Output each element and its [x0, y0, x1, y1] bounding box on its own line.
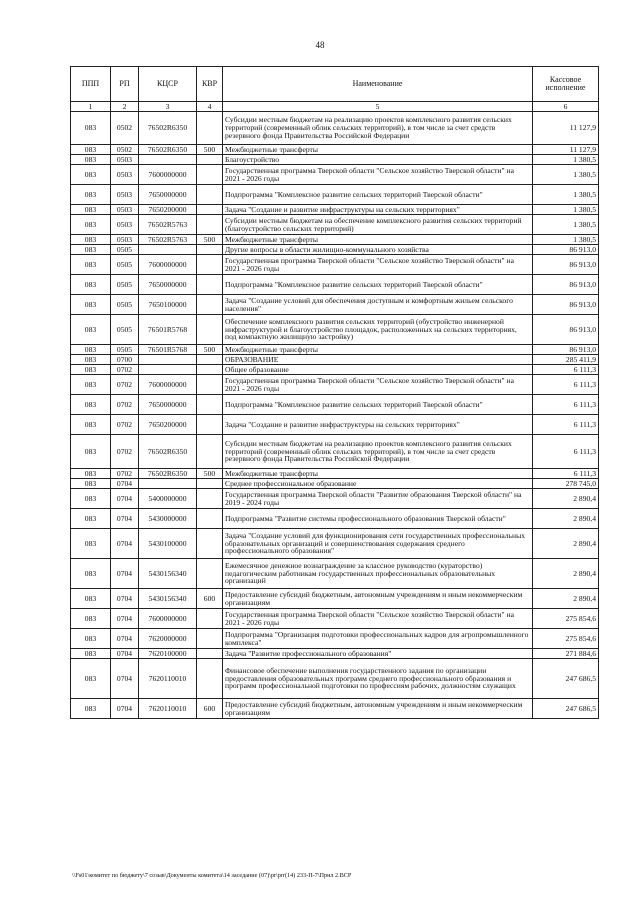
cell-kvr	[197, 365, 223, 375]
cell-kvr: 600	[197, 699, 223, 719]
table-row	[71, 295, 599, 315]
cell-name: Ежемесячное денежное вознаграждение за классное руководство (кураторство) педагогическим работникам государственных профессиональных образовательных организаций	[223, 559, 533, 589]
cell-kcsr	[139, 155, 197, 165]
cell-ppp: 083	[71, 345, 111, 355]
cell-kcsr: 76502R6350	[139, 145, 197, 155]
cell-rp: 0702	[111, 395, 139, 415]
cell-ppp: 083	[71, 395, 111, 415]
cell-kvr: 600	[197, 589, 223, 609]
cell-name: Государственная программа Тверской области "Сельское хозяйство Тверской области" на 2021 - 2026 годы	[223, 375, 533, 395]
table-row	[71, 435, 599, 469]
column-number: 1	[71, 102, 111, 112]
cell-kvr	[197, 509, 223, 529]
cell-amount: 86 913,0	[533, 255, 599, 275]
cell-rp: 0704	[111, 529, 139, 559]
cell-ppp: 083	[71, 365, 111, 375]
table-row	[71, 395, 599, 415]
cell-amount: 11 127,9	[533, 145, 599, 155]
cell-kvr	[197, 435, 223, 469]
cell-kcsr: 7600000000	[139, 375, 197, 395]
cell-kcsr	[139, 355, 197, 365]
cell-kcsr: 7650200000	[139, 415, 197, 435]
cell-rp: 0704	[111, 649, 139, 659]
cell-amount: 86 913,0	[533, 245, 599, 255]
table-row	[71, 375, 599, 395]
cell-amount: 6 111,3	[533, 469, 599, 479]
cell-kcsr: 76501R5768	[139, 315, 197, 345]
table-row	[71, 559, 599, 589]
cell-rp: 0702	[111, 435, 139, 469]
cell-kcsr: 5430000000	[139, 509, 197, 529]
cell-kcsr: 76502R6350	[139, 435, 197, 469]
table-row	[71, 245, 599, 255]
header-amount: Кассовое исполнение	[533, 67, 599, 102]
cell-kvr	[197, 629, 223, 649]
cell-ppp: 083	[71, 479, 111, 489]
cell-amount: 2 890,4	[533, 589, 599, 609]
cell-rp: 0704	[111, 479, 139, 489]
column-number: 3	[139, 102, 197, 112]
cell-amount: 247 686,5	[533, 659, 599, 699]
cell-kcsr: 76501R5768	[139, 345, 197, 355]
cell-ppp: 083	[71, 355, 111, 365]
cell-rp: 0505	[111, 295, 139, 315]
table-row	[71, 165, 599, 185]
cell-ppp: 083	[71, 489, 111, 509]
cell-name: Задача "Создание и развитие инфраструктуры на сельских территориях"	[223, 415, 533, 435]
column-number: 4	[197, 102, 223, 112]
cell-ppp: 083	[71, 275, 111, 295]
cell-kcsr	[139, 479, 197, 489]
cell-kcsr: 7620110010	[139, 699, 197, 719]
table-row	[71, 609, 599, 629]
cell-name: Задача "Создание и развитие инфраструктуры на сельских территориях"	[223, 205, 533, 215]
table-row	[71, 489, 599, 509]
cell-rp: 0704	[111, 589, 139, 609]
cell-ppp: 083	[71, 629, 111, 649]
cell-kcsr: 7650200000	[139, 205, 197, 215]
cell-ppp: 083	[71, 609, 111, 629]
cell-name: Благоустройство	[223, 155, 533, 165]
cell-rp: 0702	[111, 365, 139, 375]
cell-kcsr: 5400000000	[139, 489, 197, 509]
cell-kvr: 500	[197, 345, 223, 355]
cell-amount: 2 890,4	[533, 509, 599, 529]
cell-amount: 275 854,6	[533, 609, 599, 629]
cell-name: Среднее профессиональное образование	[223, 479, 533, 489]
cell-amount: 6 111,3	[533, 365, 599, 375]
header-name: Наименование	[223, 67, 533, 102]
cell-amount: 285 411,9	[533, 355, 599, 365]
table-row	[71, 345, 599, 355]
cell-amount: 2 890,4	[533, 559, 599, 589]
page-number: 48	[315, 40, 325, 50]
cell-ppp: 083	[71, 255, 111, 275]
cell-kcsr: 5430156340	[139, 589, 197, 609]
cell-ppp: 083	[71, 215, 111, 235]
cell-kvr	[197, 215, 223, 235]
table-row	[71, 275, 599, 295]
cell-ppp: 083	[71, 205, 111, 215]
cell-name: Подпрограмма "Комплексное развитие сельских территорий Тверской области"	[223, 395, 533, 415]
cell-rp: 0503	[111, 215, 139, 235]
cell-amount: 1 380,5	[533, 155, 599, 165]
table-row	[71, 355, 599, 365]
table-row	[71, 145, 599, 155]
cell-rp: 0704	[111, 509, 139, 529]
cell-amount: 6 111,3	[533, 395, 599, 415]
cell-amount: 6 111,3	[533, 375, 599, 395]
cell-name: Подпрограмма "Развитие системы профессионального образования Тверской области"	[223, 509, 533, 529]
cell-amount: 11 127,9	[533, 112, 599, 145]
cell-rp: 0505	[111, 255, 139, 275]
cell-name: Предоставление субсидий бюджетным, автономным учреждениям и иным некоммерческим организациям	[223, 589, 533, 609]
table-row	[71, 699, 599, 719]
header-ppp: ППП	[71, 67, 111, 102]
cell-rp: 0704	[111, 659, 139, 699]
cell-kvr	[197, 489, 223, 509]
cell-ppp: 083	[71, 589, 111, 609]
cell-kvr	[197, 395, 223, 415]
cell-amount: 1 380,5	[533, 165, 599, 185]
cell-name: Государственная программа Тверской области "Сельское хозяйство Тверской области" на 2021 - 2026 годы	[223, 609, 533, 629]
cell-kvr	[197, 315, 223, 345]
cell-name: Государственная программа Тверской области "Сельское хозяйство Тверской области" на 2021 - 2026 годы	[223, 165, 533, 185]
cell-amount: 6 111,3	[533, 435, 599, 469]
cell-ppp: 083	[71, 112, 111, 145]
cell-rp: 0505	[111, 345, 139, 355]
cell-kcsr: 5430100000	[139, 529, 197, 559]
table-row	[71, 589, 599, 609]
cell-kcsr	[139, 245, 197, 255]
cell-amount: 86 913,0	[533, 315, 599, 345]
cell-amount: 275 854,6	[533, 629, 599, 649]
cell-name: Финансовое обеспечение выполнения государственного задания по организации предоставления образовательных программ среднего профессионального образования и программ профессиональной подготовки по профессиям рабочих, должностям служащих	[223, 659, 533, 699]
table-row	[71, 649, 599, 659]
header-rp: РП	[111, 67, 139, 102]
table-row	[71, 215, 599, 235]
cell-kvr	[197, 649, 223, 659]
cell-ppp: 083	[71, 165, 111, 185]
cell-kvr: 500	[197, 145, 223, 155]
cell-name: Субсидии местным бюджетам на реализацию проектов комплексного развития сельских территорий (современный облик сельских территорий), в том числе за счет средств резервного фонда Правительства Российской Федерации	[223, 112, 533, 145]
column-number-row	[71, 102, 599, 112]
cell-rp: 0704	[111, 559, 139, 589]
table-row	[71, 112, 599, 145]
cell-kcsr: 76502R5763	[139, 215, 197, 235]
cell-ppp: 083	[71, 145, 111, 155]
cell-kvr	[197, 155, 223, 165]
cell-rp: 0502	[111, 145, 139, 155]
cell-ppp: 083	[71, 699, 111, 719]
cell-rp: 0704	[111, 699, 139, 719]
cell-name: Подпрограмма "Организация подготовки профессиональных кадров для агропромышленного комплекса"	[223, 629, 533, 649]
cell-name: Задача "Создание условий для обеспечения доступным и комфортным жильем сельского населения"	[223, 295, 533, 315]
cell-kcsr: 7650100000	[139, 295, 197, 315]
cell-kcsr: 76502R5763	[139, 235, 197, 245]
cell-kvr	[197, 415, 223, 435]
cell-kvr	[197, 165, 223, 185]
cell-ppp: 083	[71, 415, 111, 435]
cell-name: Государственная программа Тверской области "Сельское хозяйство Тверской области" на 2021 - 2026 годы	[223, 255, 533, 275]
cell-ppp: 083	[71, 659, 111, 699]
table-row	[71, 659, 599, 699]
budget-execution-table	[70, 66, 599, 719]
cell-name: Межбюджетные трансферты	[223, 469, 533, 479]
cell-rp: 0503	[111, 155, 139, 165]
table-row	[71, 185, 599, 205]
cell-kcsr: 7620000000	[139, 629, 197, 649]
cell-amount: 1 380,5	[533, 235, 599, 245]
cell-name: Межбюджетные трансферты	[223, 145, 533, 155]
column-number: 2	[111, 102, 139, 112]
cell-amount: 247 686,5	[533, 699, 599, 719]
cell-kcsr: 76502R6350	[139, 469, 197, 479]
cell-name: Задача "Создание условий для функционирования сети государственных профессиональных образовательных организаций и совершенствования содержания среднего профессионального образования"	[223, 529, 533, 559]
cell-kvr	[197, 275, 223, 295]
table-row	[71, 629, 599, 649]
cell-ppp: 083	[71, 235, 111, 245]
cell-rp: 0702	[111, 469, 139, 479]
cell-kvr	[197, 295, 223, 315]
cell-name: ОБРАЗОВАНИЕ	[223, 355, 533, 365]
footer-file-path: \\Fs01\комитет по бюджету\7 созыв\Документы комитета\14 заседание (07)\pr\prr(14) 233-П-7\Прил 2.ВСР	[72, 872, 352, 879]
cell-rp: 0503	[111, 205, 139, 215]
cell-ppp: 083	[71, 435, 111, 469]
cell-kcsr: 7650000000	[139, 275, 197, 295]
cell-name: Задача "Развитие профессионального образования"	[223, 649, 533, 659]
table-row	[71, 255, 599, 275]
cell-kcsr: 7650000000	[139, 395, 197, 415]
cell-name: Государственная программа Тверской области "Развитие образования Тверской области" на 2019 - 2024 годы	[223, 489, 533, 509]
cell-ppp: 083	[71, 155, 111, 165]
cell-amount: 1 380,5	[533, 215, 599, 235]
cell-kcsr: 7600000000	[139, 255, 197, 275]
header-kvr: КВР	[197, 67, 223, 102]
cell-amount: 1 380,5	[533, 205, 599, 215]
cell-kcsr: 7600000000	[139, 609, 197, 629]
cell-kvr	[197, 112, 223, 145]
cell-name: Межбюджетные трансферты	[223, 345, 533, 355]
cell-kcsr: 7650000000	[139, 185, 197, 205]
cell-kcsr: 5430156340	[139, 559, 197, 589]
cell-kvr	[197, 255, 223, 275]
cell-ppp: 083	[71, 295, 111, 315]
table-row	[71, 415, 599, 435]
cell-rp: 0704	[111, 629, 139, 649]
table-row	[71, 155, 599, 165]
cell-kvr	[197, 609, 223, 629]
cell-rp: 0502	[111, 112, 139, 145]
cell-amount: 271 884,6	[533, 649, 599, 659]
cell-amount: 86 913,0	[533, 345, 599, 355]
cell-kvr	[197, 559, 223, 589]
table-row	[71, 529, 599, 559]
cell-kcsr: 76502R6350	[139, 112, 197, 145]
cell-kvr	[197, 185, 223, 205]
cell-kvr	[197, 375, 223, 395]
cell-kcsr: 7620110010	[139, 659, 197, 699]
cell-amount: 86 913,0	[533, 295, 599, 315]
cell-name: Другие вопросы в области жилищно-коммунального хозяйства	[223, 245, 533, 255]
cell-rp: 0702	[111, 415, 139, 435]
cell-kvr	[197, 205, 223, 215]
cell-name: Обеспечение комплексного развития сельских территорий (обустройство инженерной инфраструктурой и благоустройство площадок, расположенных на сельских территориях, под компактную жилищную застройку)	[223, 315, 533, 345]
table-row	[71, 479, 599, 489]
cell-kvr: 500	[197, 469, 223, 479]
table-row	[71, 365, 599, 375]
cell-ppp: 083	[71, 509, 111, 529]
table-row	[71, 469, 599, 479]
cell-ppp: 083	[71, 649, 111, 659]
cell-ppp: 083	[71, 375, 111, 395]
cell-ppp: 083	[71, 315, 111, 345]
table-row	[71, 235, 599, 245]
cell-kcsr: 7600000000	[139, 165, 197, 185]
cell-kvr	[197, 355, 223, 365]
cell-rp: 0503	[111, 165, 139, 185]
cell-amount: 86 913,0	[533, 275, 599, 295]
cell-name: Субсидии местным бюджетам на обеспечение комплексного развития сельских территорий (благоустройство сельских территорий)	[223, 215, 533, 235]
cell-ppp: 083	[71, 185, 111, 205]
column-number: 5	[223, 102, 533, 112]
cell-ppp: 083	[71, 529, 111, 559]
cell-rp: 0503	[111, 235, 139, 245]
table-row	[71, 509, 599, 529]
cell-ppp: 083	[71, 559, 111, 589]
cell-name: Общее образование	[223, 365, 533, 375]
cell-ppp: 083	[71, 469, 111, 479]
table-row	[71, 205, 599, 215]
cell-rp: 0702	[111, 375, 139, 395]
cell-ppp: 083	[71, 245, 111, 255]
cell-kcsr	[139, 365, 197, 375]
cell-rp: 0503	[111, 185, 139, 205]
cell-rp: 0505	[111, 275, 139, 295]
cell-rp: 0700	[111, 355, 139, 365]
cell-name: Подпрограмма "Комплексное развитие сельских территорий Тверской области"	[223, 275, 533, 295]
cell-name: Межбюджетные трансферты	[223, 235, 533, 245]
cell-rp: 0505	[111, 245, 139, 255]
cell-kcsr: 7620100000	[139, 649, 197, 659]
table-row	[71, 315, 599, 345]
cell-name: Субсидии местным бюджетам на реализацию проектов комплексного развития сельских территорий (современный облик сельских территорий), в том числе за счет средств резервного фонда Правительства Российской Федерации	[223, 435, 533, 469]
cell-name: Подпрограмма "Комплексное развитие сельских территорий Тверской области"	[223, 185, 533, 205]
cell-rp: 0505	[111, 315, 139, 345]
header-kcsr: КЦСР	[139, 67, 197, 102]
cell-amount: 6 111,3	[533, 415, 599, 435]
cell-kvr: 500	[197, 235, 223, 245]
cell-rp: 0704	[111, 489, 139, 509]
column-number: 6	[533, 102, 599, 112]
cell-rp: 0704	[111, 609, 139, 629]
cell-kvr	[197, 479, 223, 489]
table-header-row	[71, 67, 599, 102]
cell-amount: 278 745,0	[533, 479, 599, 489]
cell-kvr	[197, 245, 223, 255]
cell-kvr	[197, 659, 223, 699]
cell-amount: 2 890,4	[533, 529, 599, 559]
cell-kvr	[197, 529, 223, 559]
cell-name: Предоставление субсидий бюджетным, автономным учреждениям и иным некоммерческим организациям	[223, 699, 533, 719]
cell-amount: 1 380,5	[533, 185, 599, 205]
cell-amount: 2 890,4	[533, 489, 599, 509]
